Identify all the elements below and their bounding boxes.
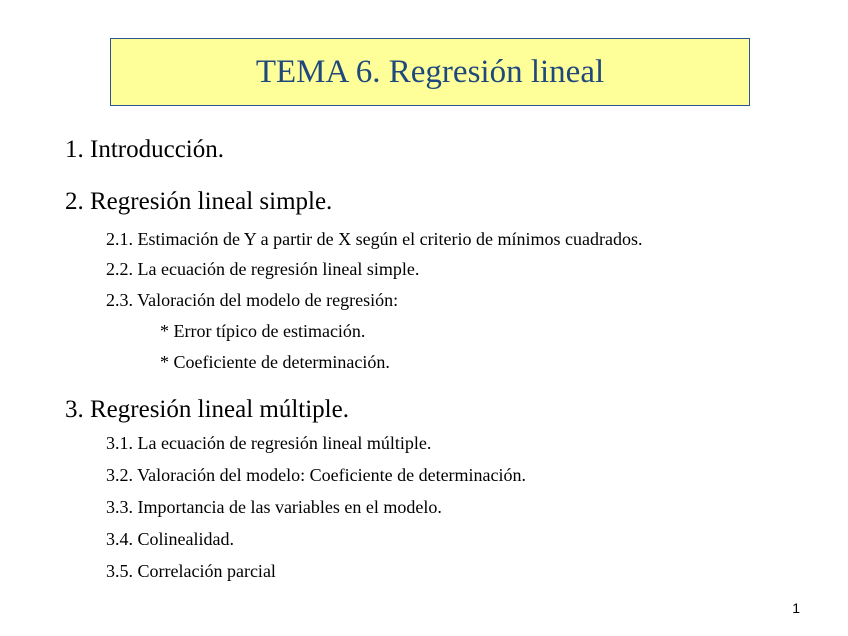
page-number: 1 bbox=[792, 600, 800, 616]
section-regresion-simple: 2. Regresión lineal simple. bbox=[65, 188, 333, 215]
subsection-2-2: 2.2. La ecuación de regresión lineal simple. bbox=[106, 259, 420, 279]
section-regresion-multiple: 3. Regresión lineal múltiple. bbox=[65, 396, 349, 423]
subsection-2-3: 2.3. Valoración del modelo de regresión: bbox=[106, 290, 399, 310]
bullet-coeficiente-determinacion: * Coeficiente de determinación. bbox=[160, 352, 390, 372]
subsection-2-1: 2.1. Estimación de Y a partir de X según el criterio de mínimos cuadrados. bbox=[106, 229, 643, 249]
title-box bbox=[110, 38, 750, 106]
subsection-3-2: 3.2. Valoración del modelo: Coeficiente de determinación. bbox=[106, 465, 527, 485]
section-introduccion: 1. Introducción. bbox=[65, 136, 224, 163]
slide-title: TEMA 6. Regresión lineal bbox=[255, 53, 605, 90]
bullet-error-tipico: * Error típico de estimación. bbox=[160, 321, 366, 341]
subsection-3-4: 3.4. Colinealidad. bbox=[106, 529, 234, 549]
subsection-3-5: 3.5. Correlación parcial bbox=[106, 561, 276, 581]
subsection-3-1: 3.1. La ecuación de regresión lineal múltiple. bbox=[106, 433, 432, 453]
subsection-3-3: 3.3. Importancia de las variables en el modelo. bbox=[106, 497, 442, 517]
